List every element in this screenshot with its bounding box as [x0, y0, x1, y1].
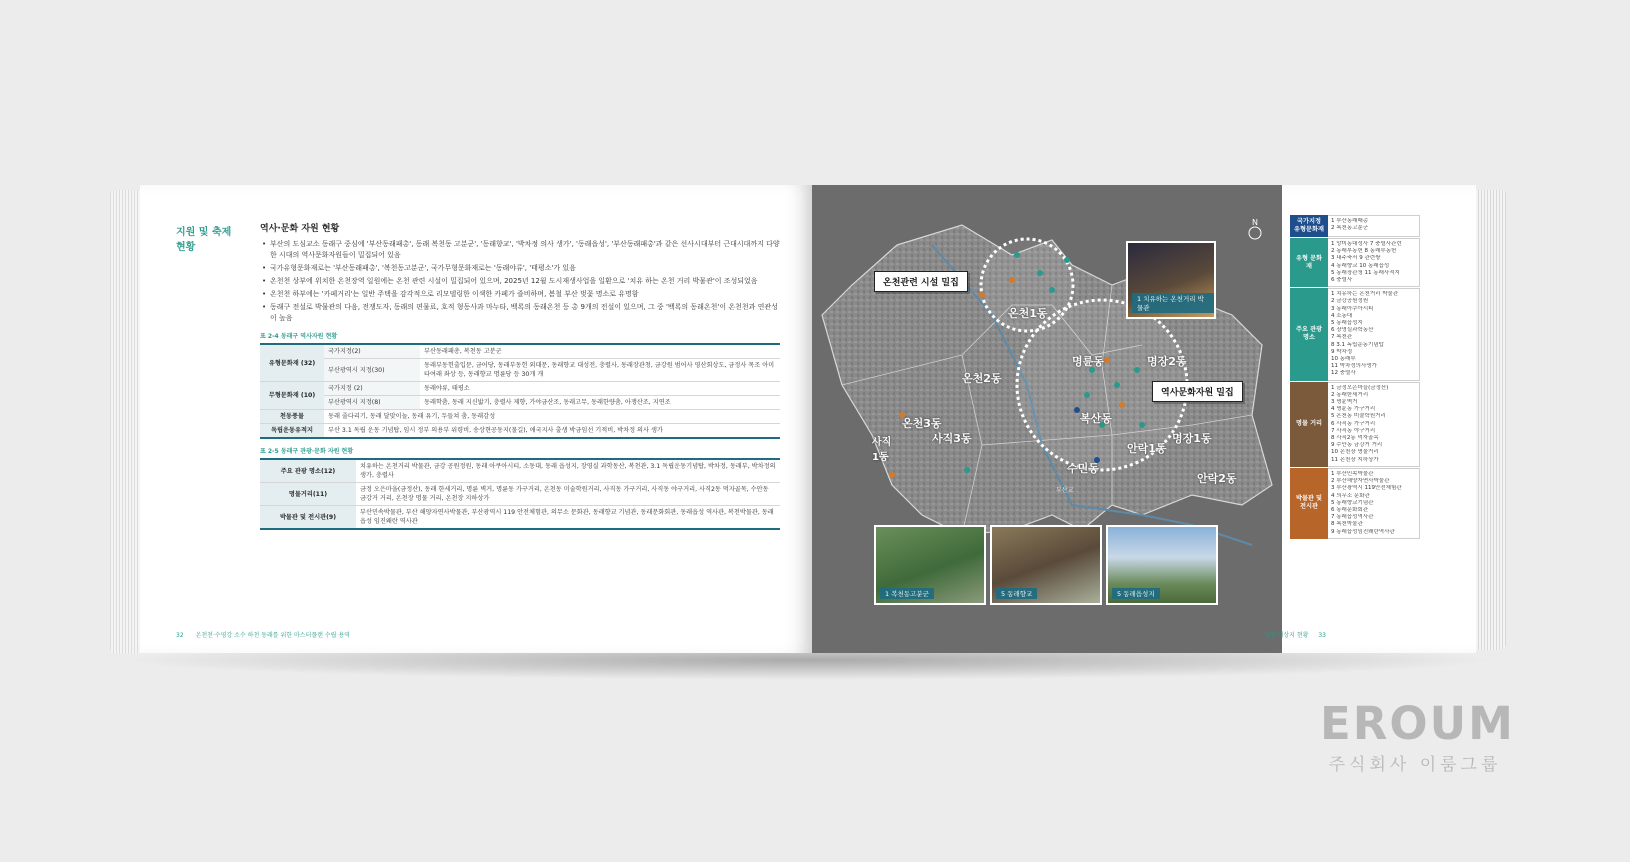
right-footer	[1266, 630, 1326, 639]
photo-fortress	[1106, 525, 1218, 605]
legend-item: 4 소동대	[1331, 312, 1353, 319]
table-cell: 부산 3.1 독립 운동 기념탑, 임시 정부 의용부 위령비, 송상현공동지(물길), 애국지사 출생 박금임선 기적비, 박차정 의사 생가	[324, 424, 780, 439]
legend-items	[1328, 288, 1420, 380]
left-page	[140, 185, 812, 653]
district-label: 복산동	[1080, 412, 1112, 425]
district-label: 명륜동	[1072, 355, 1104, 368]
legend-item: 11 박차정의사생가	[1331, 363, 1377, 370]
legend-group	[1290, 238, 1420, 288]
table-cell: 동래 줄다리기, 동래 달맞이놀, 동래 유기, 두들쳐 춤, 동래감성	[324, 410, 780, 424]
left-content	[260, 221, 780, 530]
photo-caption: 1 복천동고분군	[880, 588, 934, 599]
page-number: 32	[176, 632, 184, 639]
photo-hyanggyo	[990, 525, 1102, 605]
legend-item: 6 장영실과학동산	[1331, 327, 1374, 334]
map-legend	[1290, 215, 1420, 540]
table-cell: 동래부동헌출입문, 금어당, 동래부동헌 외대문, 동래향교 대성전, 충렬사, 동래장관청, 금강원 범어사 영산회상도, 금정사 목조 아미타여래 좌상 등, 동래향교 명륜당 등 30개 개	[420, 359, 780, 382]
legend-item: 1 부산동래패총	[1331, 218, 1369, 224]
heritage-table	[260, 343, 780, 439]
left-footer	[176, 630, 360, 639]
table-cell: 주요 관광 명소(12)	[260, 459, 356, 483]
table-row	[260, 459, 780, 483]
callout-hotspring: 온천관련 시설 밀집	[874, 271, 968, 292]
legend-group	[1290, 468, 1420, 540]
legend-category: 박물관 및 전시관	[1290, 468, 1328, 539]
legend-item: 2 복천동고분군	[1331, 225, 1369, 232]
district-label: 안락1동	[1127, 442, 1167, 455]
legend-item: 8 3.1 독립운동기념탑	[1331, 341, 1384, 348]
photo-caption: 5 동래읍성지	[1112, 588, 1160, 599]
legend-group	[1290, 382, 1420, 468]
table-cell: 부산광역시 지정(8)	[324, 396, 420, 410]
table-cell: 동래야류, 태평소	[420, 382, 780, 396]
page-edge-left	[110, 190, 140, 654]
table-cell: 독립운동유적지	[260, 424, 324, 439]
district-label: 수민동	[1067, 462, 1099, 475]
legend-item: 6 충렬사	[1331, 277, 1353, 284]
bullet-item: • 온천천 하부에는 '카페거리'는 일반 주택을 감각적으로 리모델링한 이색한 카페가 즐비하며, 봄철 부산 벚꽃 명소로 유명함	[260, 289, 780, 300]
bullet-item: • 부산의 도심교소 동래구 중심에 '부산동래패총', 동래 복천동 고분군', '동래향교', '박차정 의사 생가', '동래읍성', '부산동래패총'과 같은 선사시대부터 근대시대까지 다양한 시대의 역사문화자원들이 밀집되어 있음	[260, 239, 780, 261]
bullet-item: • 국가유형문화재로는 '부산동래패총', '복천동고분군', 국가무형문화재로는 '동래야류', '태평소'가 있음	[260, 263, 780, 274]
table-cell: 동래학춤, 동래 지신밟기, 충렬사 제향, 가야금산조, 동래고무, 동래한량춤, 아쟁산조, 지연조	[420, 396, 780, 410]
district-label: 온천2동	[962, 372, 1002, 385]
legend-item: 5 온천동 미술학원거리	[1331, 413, 1386, 420]
legend-item: 3 동래아쿠아시티	[1331, 305, 1374, 312]
photo-caption: 1 치유하는 온천거리 박물관	[1132, 293, 1214, 313]
legend-item: 7 동래읍성역사관	[1331, 514, 1374, 521]
district-label: 명장2동	[1147, 355, 1187, 368]
legend-item: 5 동래장관청 11 동래사적지	[1331, 269, 1400, 276]
table-cell: 명물거리(11)	[260, 483, 356, 506]
legend-item: 12 충렬사	[1331, 370, 1356, 377]
section-heading: 지원 및 축제 현황	[176, 227, 232, 253]
legend-item: 5 동래향교기념관	[1331, 499, 1374, 506]
legend-item: 2 동래한세거리	[1331, 391, 1369, 398]
district-label: 안락2동	[1197, 472, 1237, 485]
photo-caption: 5 동래향교	[996, 588, 1037, 599]
legend-item: 4 동래향교 10 동래읍성	[1331, 262, 1390, 269]
legend-item: 10 온천장 명물거리	[1331, 449, 1379, 456]
legend-item: 8 사직2동 먹자골목	[1331, 435, 1379, 442]
legend-item: 9 동래읍성임진왜란역사관	[1331, 528, 1395, 535]
legend-item: 2 동래부동헌 8 동래부동헌	[1331, 248, 1397, 255]
callout-heritage: 역사문화자원 밀집	[1152, 381, 1243, 402]
table-row	[260, 506, 780, 530]
table-cell: 국가지정 (2)	[324, 382, 420, 396]
table-cell: 치유하는 온천거리 박물관, 금강 공원정원, 동래 아쿠아시티, 소동대, 동래 읍성지, 장영실 과학동산, 복천관, 3.1 독립운동기념탑, 박차정, 동래부, 박차정의 생가, 충렬사	[356, 459, 780, 483]
table-cell: 박물관 및 전시관(9)	[260, 506, 356, 530]
tourism-table	[260, 458, 780, 530]
legend-item: 7 복천관	[1331, 334, 1353, 341]
table-cell: 부산광역시 지정(30)	[324, 359, 420, 382]
legend-group	[1290, 288, 1420, 381]
table-cell: 무형문화재 (10)	[260, 382, 324, 410]
legend-item: 9 박차정	[1331, 348, 1353, 355]
legend-item: 5 동래읍성지	[1331, 320, 1363, 327]
table-row	[260, 396, 780, 410]
legend-item: 3 내주축서 9 관련쌍	[1331, 255, 1381, 262]
brand-subtitle: 주식회사 이룸그룹	[1328, 755, 1502, 775]
table-cell: 천동풍물	[260, 410, 324, 424]
table-row	[260, 359, 780, 382]
brand-logo: EROUM	[1320, 697, 1515, 750]
page-number: 33	[1318, 632, 1326, 639]
district-label: 명장1동	[1172, 432, 1212, 445]
table-cell: 유형문화재 (32)	[260, 344, 324, 382]
brand-mark	[1320, 697, 1515, 775]
legend-items	[1328, 382, 1420, 467]
table-cell: 금정 오은마을(금정산), 동래 한세거리, 명륜 벽거, 명륜동 가구거리, 온천동 미술학원거리, 사직동 가구거리, 사직동 야구거리, 사직2동 먹자골목, 수안동 금강거 거리, 온천장 명물 거리, 온천장 지하상가	[356, 483, 780, 506]
table-row	[260, 424, 780, 439]
legend-items	[1328, 238, 1420, 287]
legend-item: 2 부산해양자연사박물관	[1331, 478, 1390, 485]
legend-item: 4 명륜동 가구거리	[1331, 406, 1376, 413]
photo-tombs	[874, 525, 986, 605]
legend-item: 6 사직동 가구거리	[1331, 420, 1376, 427]
footer-text: 온천천·수영강 소수 하천 동래를 위한 마스터플랜 수립 용역	[195, 632, 350, 639]
legend-item: 4 의무소 문화관	[1331, 492, 1370, 499]
legend-item: 1 부산민속박물관	[1331, 470, 1374, 477]
legend-item: 3 부산광역시 119안전체험관	[1331, 485, 1402, 492]
legend-items	[1328, 215, 1420, 237]
legend-category: 명물 거리	[1290, 382, 1328, 467]
legend-item: 11 온천장 지하상가	[1331, 456, 1379, 463]
section-title: 역사·문화 자원 현황	[260, 224, 340, 234]
photo-hotspring-street	[1126, 241, 1216, 319]
legend-item: 9 수안동 금강거 거리	[1331, 442, 1383, 449]
bullet-item: • 온천천 상부에 위치한 온천장역 일원에는 온천 관련 시설이 밀집되어 있으며, 2025년 12월 도시재생사업을 일환으로 '치유 하는 온천 거리 박물관'이 조성되었음	[260, 276, 780, 287]
legend-group	[1290, 215, 1420, 238]
table-row	[260, 382, 780, 396]
district-label: 온천1동	[1008, 307, 1048, 320]
table-cell: 부산민속박물관, 부산 해양자연사박물관, 부산광역시 119 안전체험관, 의무소 문화관, 동래향교 기념관, 동래문화회관, 동래읍성 역사관, 복천박물관, 동래읍성 임진왜란 역사관	[356, 506, 780, 530]
legend-item: 10 동래부	[1331, 356, 1356, 363]
district-label: 온천3동	[902, 417, 942, 430]
legend-category: 국가지정 유형문화재	[1290, 215, 1328, 237]
table-row	[260, 344, 780, 359]
compass-icon: N	[1252, 218, 1258, 227]
table-row	[260, 410, 780, 424]
legend-category: 유형 문화재	[1290, 238, 1328, 287]
legend-item: 1 치유하는 온천거리 박물관	[1331, 291, 1399, 298]
legend-item: 3 명륜벽거	[1331, 399, 1358, 406]
table-cell: 국가지정(2)	[324, 344, 420, 359]
district-map	[812, 185, 1282, 653]
legend-item: 8 복천박물관	[1331, 521, 1363, 528]
right-page	[812, 185, 1476, 653]
legend-category: 주요 관광 명소	[1290, 288, 1328, 380]
bullet-list	[260, 239, 780, 324]
table-cell: 부산동래패총, 복천동 고분군	[420, 344, 780, 359]
bullet-item: • 동래구 전설로 박물관의 다음, 전쟁도자, 동래의 편물료, 호적 형동사과 마누타, 백록의 동래온천 등 총 9개의 전설이 있으며, 그 중 '백록의 동래온천'이 온천천과 연관성이 높음	[260, 302, 780, 324]
district-label: 사직1동	[872, 437, 892, 463]
map-small-label: 부산교	[1056, 487, 1074, 494]
legend-item: 6 동래문화회관	[1331, 506, 1369, 513]
footer-text: 2장 대상지 현황	[1266, 632, 1309, 639]
district-label: 사직3동	[932, 432, 972, 445]
legend-item: 1 금정오은마을(금정산)	[1331, 384, 1389, 391]
table2-caption: 표 2-5 동래구 관광·문화 자원 현황	[260, 448, 354, 455]
legend-items	[1328, 468, 1420, 539]
legend-item: 1 망미동대성사 7 충렬사관련	[1331, 241, 1402, 247]
table1-caption: 표 2-4 동래구 역사자원 현황	[260, 333, 338, 340]
legend-item: 7 사직동 야구거리	[1331, 427, 1376, 434]
legend-item: 2 금강공원정원	[1331, 298, 1369, 305]
table-row	[260, 483, 780, 506]
